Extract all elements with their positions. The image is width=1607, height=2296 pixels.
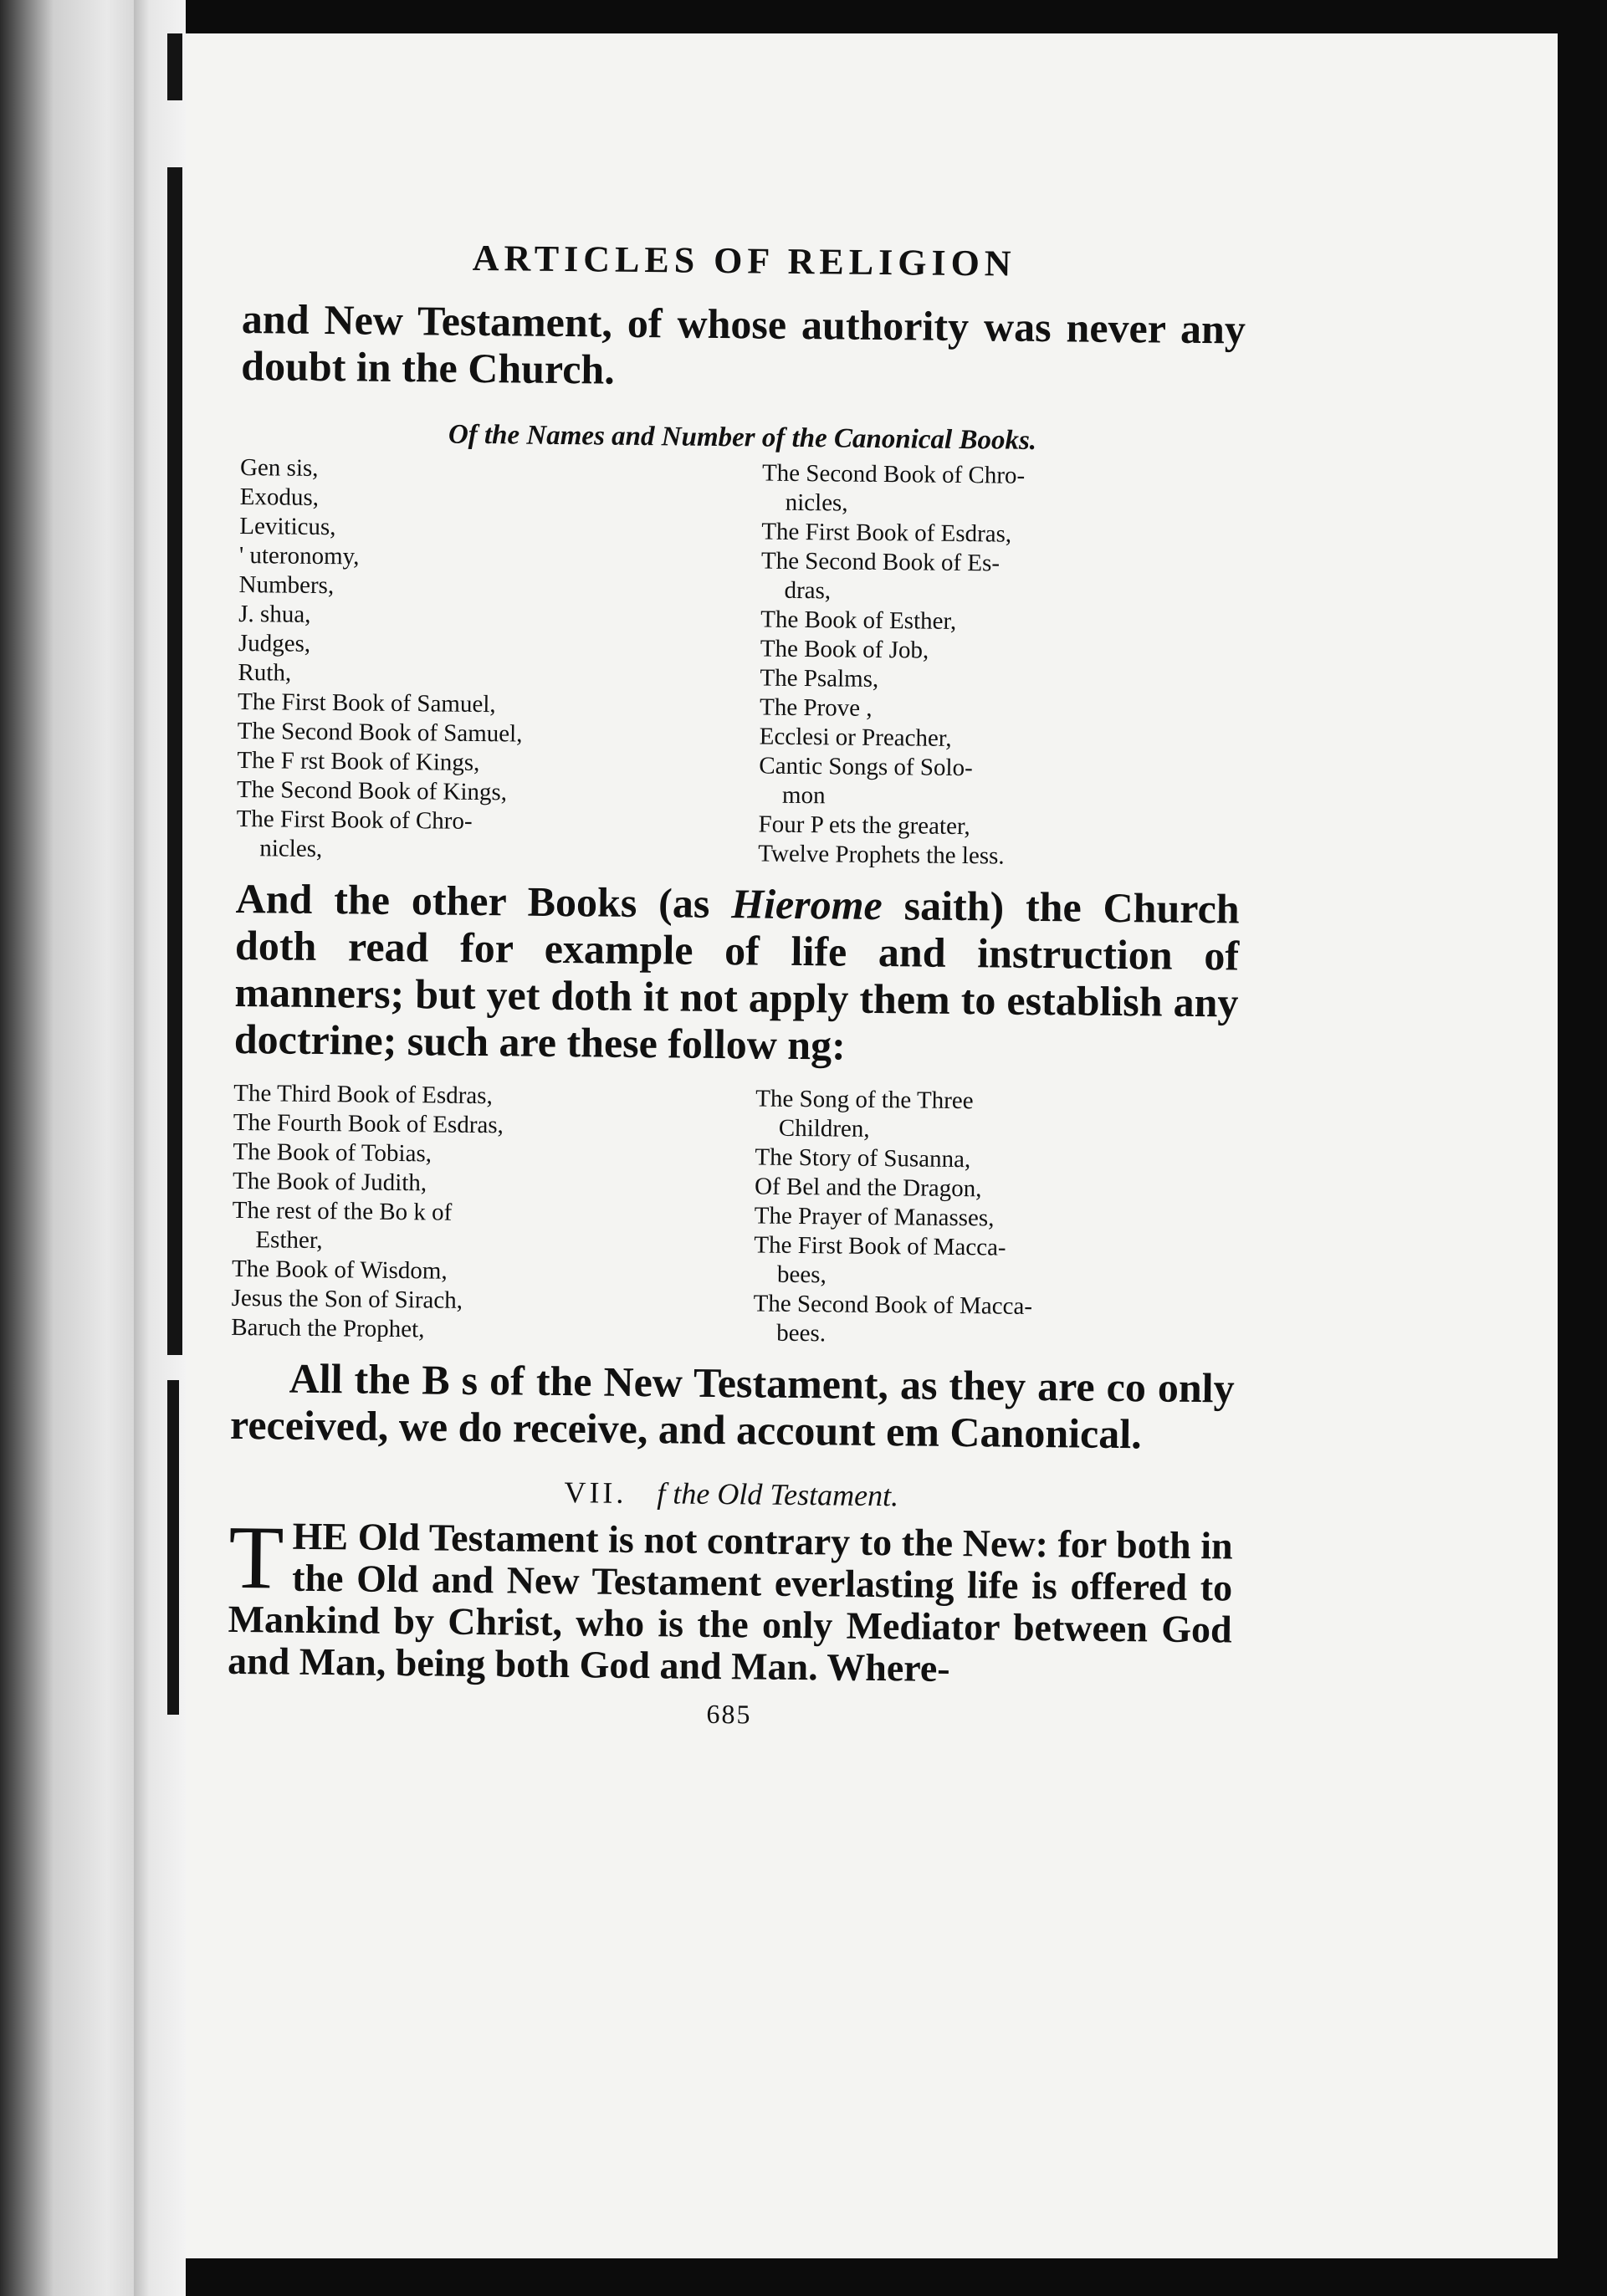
book-list-item	[233, 1079, 715, 1113]
new-testament-paragraph: All the B s of the New Testament, as they are co only received, we do receive, and account em Canonical.	[229, 1354, 1235, 1458]
article-vii-text: HE Old Testament is not contrary to the New: for both in the Old and New Testament everlasting life is offered to Mankind by Christ, who is the only Mediator between God and Man, being both God and Man. Where-	[227, 1514, 1233, 1690]
book-name: Judges,	[238, 629, 311, 657]
book-name: The Second Book of Macca-	[753, 1290, 1033, 1320]
book-list-item	[238, 717, 719, 751]
book-name: The Book of Tobias,	[233, 1138, 432, 1168]
book-name: Of Bel and the Dragon,	[754, 1173, 982, 1203]
book-name: Baruch the Prophet,	[231, 1313, 425, 1343]
book-list-item	[754, 1230, 1236, 1294]
book-name: The F rst Book of Kings,	[237, 746, 480, 777]
apocrypha-text-before: And the other Books (as	[235, 874, 732, 928]
book-name: Jesus the Son of Sirach,	[231, 1284, 463, 1314]
article-number: VII.	[564, 1475, 627, 1510]
book-name: Ecclesi or Preacher,	[759, 723, 952, 752]
book-list-item	[233, 1167, 714, 1201]
book-name-continuation: Children,	[778, 1114, 870, 1143]
hierome-name: Hierome	[730, 880, 883, 929]
book-list-item	[760, 606, 1242, 640]
book-list-item	[233, 1108, 715, 1143]
book-list-item	[239, 512, 721, 546]
book-list-item	[755, 1201, 1236, 1235]
book-name: The Book of Judith,	[232, 1167, 427, 1197]
book-name: The Prayer of Manasses,	[754, 1202, 995, 1232]
running-head: ARTICLES OF RELIGION	[472, 237, 1016, 284]
book-name-continuation: bees,	[776, 1260, 827, 1289]
book-list-item	[237, 746, 719, 780]
book-name: The First Book of Samuel,	[237, 688, 496, 718]
book-list-item	[231, 1284, 713, 1318]
apocrypha-paragraph	[234, 875, 1240, 1073]
book-name: The First Book of Macca-	[754, 1231, 1006, 1261]
gutter-shadow-top	[167, 33, 182, 100]
book-name-continuation: mon	[781, 781, 826, 810]
gutter-shadow	[167, 167, 182, 1355]
gutter-shadow-lower	[167, 1380, 179, 1715]
book-list-item	[238, 600, 720, 634]
apocrypha-books-list	[231, 1079, 1237, 1353]
book-list-item	[759, 752, 1241, 816]
canonical-books-right-column	[758, 459, 1244, 874]
book-list-item	[231, 1313, 713, 1347]
book-list-item	[232, 1255, 714, 1289]
book-list-item	[761, 459, 1244, 523]
drop-cap: T	[228, 1507, 285, 1608]
book-list-item	[753, 1289, 1236, 1353]
book-name: The Second Book of Chro-	[761, 459, 1026, 489]
book-list-item	[755, 1084, 1238, 1148]
book-name-continuation: Esther,	[255, 1226, 323, 1255]
book-name: The Second Book of Es-	[760, 547, 1001, 577]
book-name: The Prove ,	[759, 693, 873, 722]
book-name: Numbers,	[238, 570, 335, 600]
canonical-books-left-column	[236, 453, 722, 868]
article-vii-paragraph	[227, 1507, 1233, 1693]
book-list-item	[758, 810, 1240, 844]
book-list-item	[240, 453, 722, 488]
book-name-continuation: dras,	[784, 576, 832, 605]
book-list-item	[760, 723, 1241, 757]
book-list-item	[240, 483, 722, 517]
canonical-books-heading: Of the Names and Number of the Canonical Books.	[448, 419, 1037, 456]
apocrypha-text-after: saith) the Church doth read for example of life and instruction of manners; but yet doth it not apply them to establish any doctrine; such are these follow ng:	[233, 882, 1240, 1069]
facing-page-edge	[0, 0, 134, 2296]
book-list-item	[760, 693, 1241, 728]
book-list-item	[755, 1172, 1236, 1206]
book-name-continuation: bees.	[776, 1319, 827, 1347]
book-list-item	[758, 839, 1240, 873]
book-list-item	[238, 688, 719, 722]
book-name: The First Book of Chro-	[236, 805, 473, 835]
apocrypha-right-column	[753, 1084, 1237, 1353]
article-vii-heading	[229, 1471, 1233, 1517]
canonical-books-list	[236, 453, 1244, 874]
book-name: The Book of Wisdom,	[231, 1255, 448, 1285]
book-name: The Second Book of Kings,	[236, 775, 508, 806]
scan-border	[1558, 0, 1607, 2296]
book-name: Ruth,	[238, 658, 292, 687]
opening-paragraph: and New Testament, of whose authority was never any doubt in the Church.	[241, 294, 1246, 393]
book-list-item	[238, 629, 720, 663]
book-list-item	[238, 570, 720, 605]
apocrypha-left-column	[231, 1079, 715, 1347]
book-name: Four P ets the greater,	[758, 811, 970, 841]
book-list-item	[760, 547, 1243, 611]
book-name: The Story of Susanna,	[755, 1143, 971, 1174]
book-list-item	[232, 1196, 714, 1260]
book-list-item	[761, 518, 1243, 552]
book-name: Twelve Prophets the less.	[758, 840, 1005, 870]
book-name: The Book of Job,	[760, 635, 929, 664]
book-name: Exodus,	[239, 483, 320, 511]
book-list-item	[236, 805, 719, 868]
book-list-item	[760, 635, 1242, 669]
page-number: 685	[706, 1698, 752, 1730]
book-name: Gen sis,	[239, 453, 319, 482]
book-list-item	[755, 1143, 1236, 1177]
book-name: J. shua,	[238, 600, 311, 628]
book-name: The Song of the Three	[755, 1085, 974, 1115]
book-name-continuation: nicles,	[785, 488, 848, 517]
book-name-continuation: nicles,	[259, 835, 323, 863]
book-name: The Book of Esther,	[760, 606, 957, 635]
book-list-item	[237, 775, 719, 810]
book-name: The Second Book of Samuel,	[237, 717, 523, 748]
book-name: The First Book of Esdras,	[761, 518, 1012, 548]
book-list-item	[233, 1138, 714, 1172]
book-list-item	[239, 541, 721, 575]
book-name: The Fourth Book of Esdras,	[233, 1108, 504, 1139]
book-name: ' uteronomy,	[238, 541, 360, 570]
book-name: The Psalms,	[760, 664, 879, 693]
article-title: f the Old Testament.	[657, 1476, 899, 1513]
book-name: Leviticus,	[239, 512, 336, 541]
book-list-item	[760, 664, 1241, 698]
book-list-item	[238, 658, 719, 693]
page-content	[227, 234, 1246, 1735]
book-name: Cantic Songs of Solo-	[759, 752, 973, 782]
book-name: The Third Book of Esdras,	[233, 1079, 493, 1110]
book-name: The rest of the Bo k of	[232, 1196, 453, 1226]
